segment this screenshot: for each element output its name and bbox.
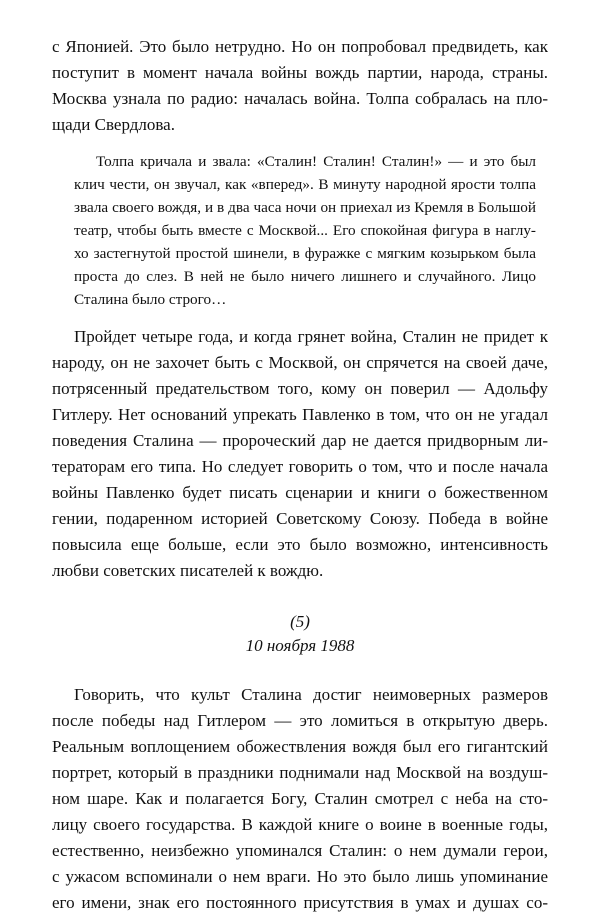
text-line: Гитлеру. Нет оснований упрекать Павленко в том, что он не угадал: [52, 405, 548, 424]
text-line: с Японией. Это было нетрудно. Но он попробовал предвидеть, как: [52, 37, 548, 56]
text-line: естественно, неизбежно упоминался Сталин: о нем думали герои,: [52, 841, 548, 860]
text-line: поступит в момент начала войны вождь партии, народа, страны.: [52, 63, 548, 82]
text-line: Пройдет четыре года, и когда грянет война, Сталин не придет к: [74, 327, 548, 346]
text-line: Москва узнала по радио: началась война. Толпа собралась на пло-: [52, 89, 548, 108]
quote-line: Сталина было строго…: [74, 291, 227, 308]
text-line: Говорить, что культ Сталина достиг неимоверных размеров: [74, 685, 548, 704]
quote-line: проста до слез. В ней не было ничего лишнего и случайного. Лицо: [74, 268, 536, 285]
text-line: тераторам его типа. Но следует говорить о том, что и после начала: [52, 457, 548, 476]
section-number: (5): [290, 612, 310, 631]
text-line: народу, он не захочет быть с Москвой, он спрячется на своей даче,: [52, 353, 548, 372]
text-line: ном шаре. Как и полагается Богу, Сталин смотрел с неба на сто-: [52, 789, 548, 808]
text-line: щади Свердлова.: [52, 115, 175, 134]
text-line: любви советских писателей к вождю.: [52, 561, 324, 580]
text-line: лицу своего государства. В каждой книге о воине в военные годы,: [52, 815, 548, 834]
quote-line: театр, чтобы быть вместе с Москвой... Его спокойная фигура в наглу-: [74, 222, 536, 239]
quote-line: клич чести, он звучал, как «вперед». В минуту народной ярости толпа: [74, 176, 536, 193]
section-date: 10 ноября 1988: [245, 636, 355, 655]
text-line: повысила еще больше, если это было возможно, интенсивность: [52, 535, 548, 554]
quote-line: хо застегнутой простой шинели, в фуражке с мягким козырьком была: [74, 245, 536, 262]
text-line: Реальным воплощением обожествления вождя был его гигантский: [52, 737, 548, 756]
text-line: с ужасом вспоминали о нем враги. Но это было лишь упоминание: [52, 867, 548, 886]
text-line: потрясенный предательством того, кому он поверил — Адольфу: [52, 379, 548, 398]
quote-line: Толпа кричала и звала: «Сталин! Сталин! Сталин!» — и это был: [96, 153, 536, 170]
text-line: после победы над Гитлером — это ломиться в открытую дверь.: [52, 711, 548, 730]
text-line: войны Павленко будет писать сценарии и книги о божественном: [52, 483, 548, 502]
text-line: поведения Сталина — пророческий дар не дается придворным ли-: [52, 431, 548, 450]
text-line: портрет, который в праздники поднимали над Москвой на воздуш-: [52, 763, 548, 782]
text-line: его имени, знак его постоянного присутствия в умах и душах со-: [52, 893, 548, 912]
text-line: гении, подаренном историей Советскому Союзу. Победа в войне: [52, 509, 548, 528]
quote-line: звала своего вождя, и в два часа ночи он приехал из Кремля в Большой: [74, 199, 536, 216]
